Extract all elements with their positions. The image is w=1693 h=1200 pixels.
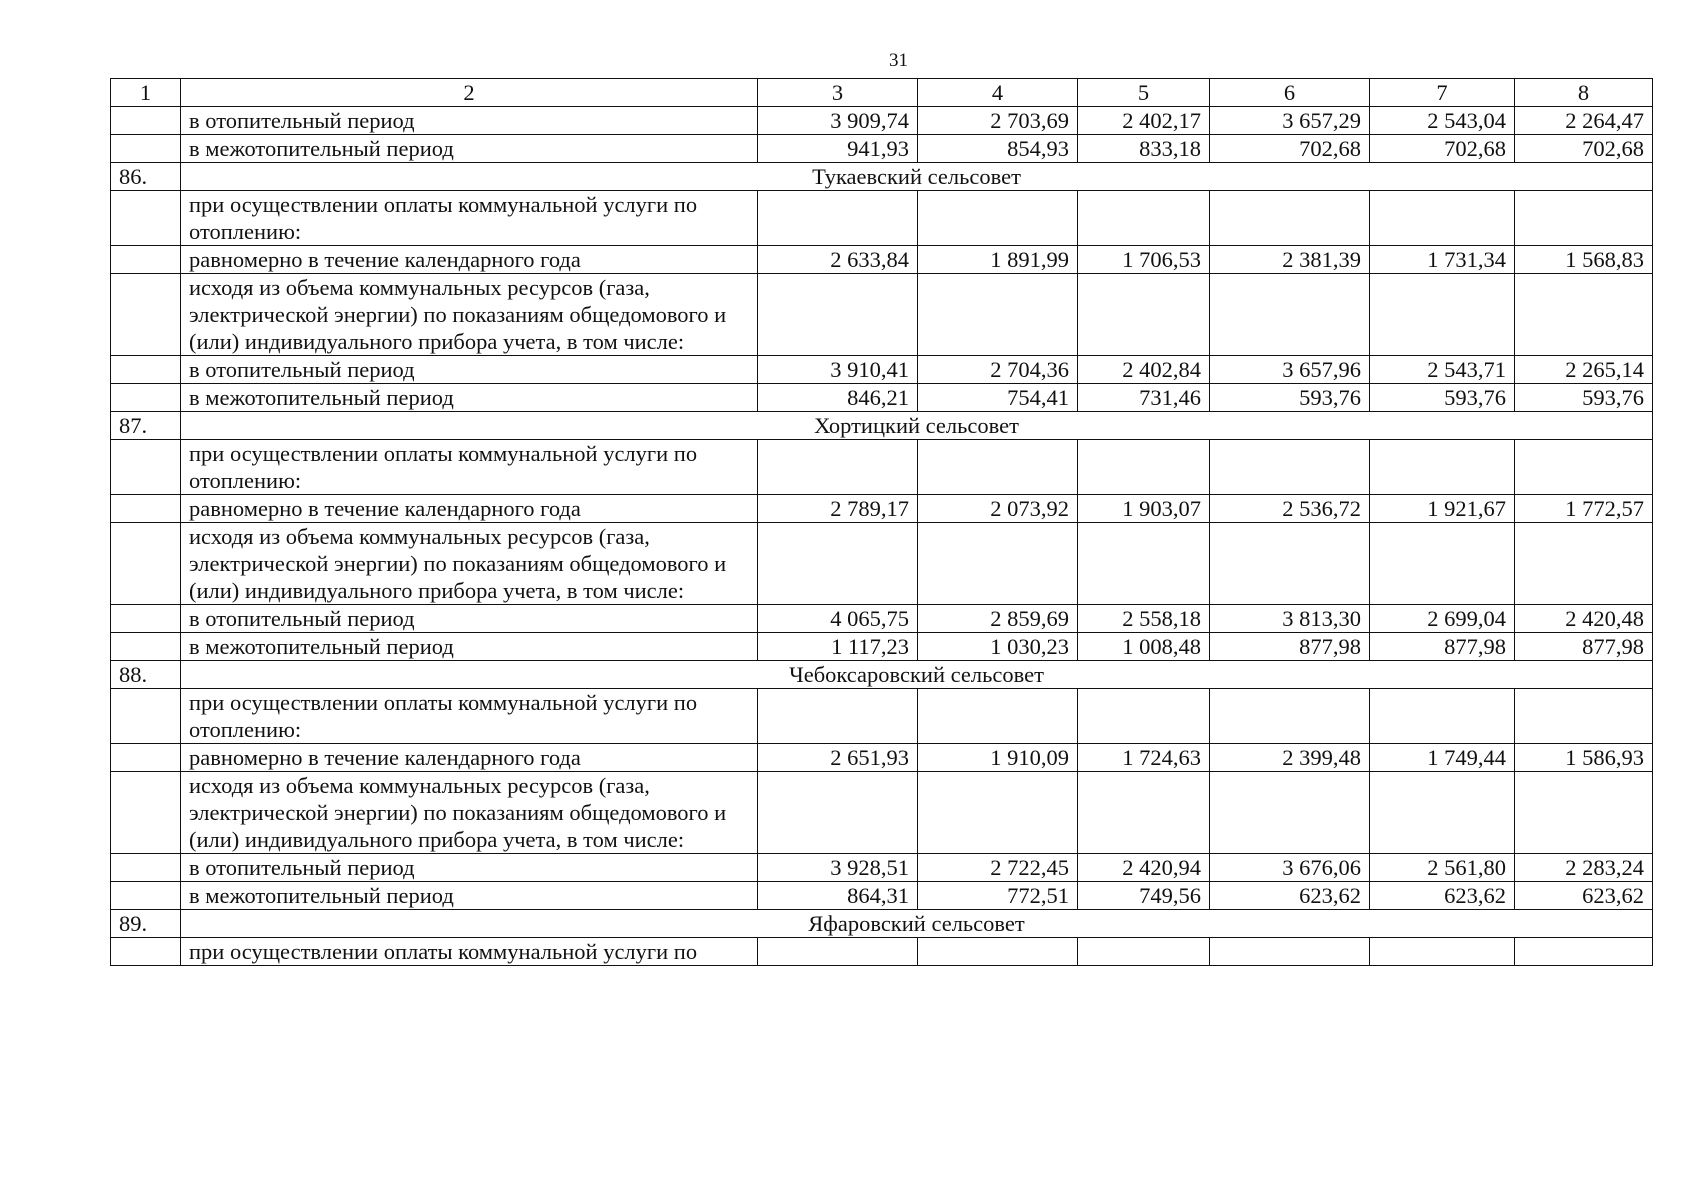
value-cell bbox=[758, 191, 918, 246]
value-cell bbox=[1210, 938, 1370, 966]
value-cell: 623,62 bbox=[1370, 882, 1515, 910]
row-index: 89. bbox=[111, 910, 181, 938]
row-index bbox=[111, 523, 181, 605]
value-cell bbox=[758, 938, 918, 966]
value-cell bbox=[1515, 689, 1653, 744]
row-label: в межотопительный период bbox=[181, 135, 758, 163]
value-cell: 1 731,34 bbox=[1370, 246, 1515, 274]
value-cell bbox=[1078, 772, 1210, 854]
value-cell: 1 772,57 bbox=[1515, 495, 1653, 523]
section-title: Яфаровский сельсовет bbox=[181, 910, 1653, 938]
row-label: равномерно в течение календарного года bbox=[181, 744, 758, 772]
header-row bbox=[111, 79, 1653, 107]
table-body bbox=[111, 79, 1653, 966]
value-cell: 2 561,80 bbox=[1370, 854, 1515, 882]
value-cell: 3 657,29 bbox=[1210, 107, 1370, 135]
section-row bbox=[111, 910, 1653, 938]
column-header: 1 bbox=[111, 79, 181, 107]
value-cell bbox=[758, 689, 918, 744]
row-label: в отопительный период bbox=[181, 356, 758, 384]
row-index bbox=[111, 440, 181, 495]
column-header: 6 bbox=[1210, 79, 1370, 107]
value-cell: 702,68 bbox=[1370, 135, 1515, 163]
table-row bbox=[111, 107, 1653, 135]
value-cell: 1 903,07 bbox=[1078, 495, 1210, 523]
value-cell: 2 536,72 bbox=[1210, 495, 1370, 523]
row-index bbox=[111, 772, 181, 854]
table-row bbox=[111, 246, 1653, 274]
value-cell: 2 859,69 bbox=[918, 605, 1078, 633]
table-row bbox=[111, 744, 1653, 772]
value-cell bbox=[918, 938, 1078, 966]
value-cell: 2 543,04 bbox=[1370, 107, 1515, 135]
table-row bbox=[111, 384, 1653, 412]
table-row bbox=[111, 882, 1653, 910]
value-cell: 593,76 bbox=[1515, 384, 1653, 412]
value-cell bbox=[918, 440, 1078, 495]
row-label: в отопительный период bbox=[181, 605, 758, 633]
value-cell: 2 399,48 bbox=[1210, 744, 1370, 772]
value-cell: 2 704,36 bbox=[918, 356, 1078, 384]
value-cell: 702,68 bbox=[1515, 135, 1653, 163]
value-cell: 2 265,14 bbox=[1515, 356, 1653, 384]
table-row bbox=[111, 605, 1653, 633]
value-cell: 2 722,45 bbox=[918, 854, 1078, 882]
row-label: исходя из объема коммунальных ресурсов (газа, электрической энергии) по показаниям общедомового и (или) индивидуального прибора учета, в том числе: bbox=[181, 523, 758, 605]
value-cell: 2 381,39 bbox=[1210, 246, 1370, 274]
value-cell: 623,62 bbox=[1210, 882, 1370, 910]
value-cell bbox=[1370, 938, 1515, 966]
row-index bbox=[111, 246, 181, 274]
value-cell: 2 264,47 bbox=[1515, 107, 1653, 135]
value-cell: 4 065,75 bbox=[758, 605, 918, 633]
value-cell: 877,98 bbox=[1515, 633, 1653, 661]
value-cell bbox=[758, 523, 918, 605]
row-index bbox=[111, 191, 181, 246]
value-cell: 2 543,71 bbox=[1370, 356, 1515, 384]
value-cell: 1 910,09 bbox=[918, 744, 1078, 772]
value-cell bbox=[1515, 274, 1653, 356]
row-index bbox=[111, 495, 181, 523]
table-row bbox=[111, 191, 1653, 246]
value-cell: 1 891,99 bbox=[918, 246, 1078, 274]
value-cell: 2 402,84 bbox=[1078, 356, 1210, 384]
value-cell bbox=[1078, 191, 1210, 246]
section-row bbox=[111, 163, 1653, 191]
value-cell bbox=[1370, 689, 1515, 744]
value-cell: 833,18 bbox=[1078, 135, 1210, 163]
table-row bbox=[111, 135, 1653, 163]
value-cell: 941,93 bbox=[758, 135, 918, 163]
value-cell: 772,51 bbox=[918, 882, 1078, 910]
value-cell: 2 789,17 bbox=[758, 495, 918, 523]
row-label: в межотопительный период bbox=[181, 633, 758, 661]
value-cell bbox=[1078, 274, 1210, 356]
value-cell bbox=[1078, 689, 1210, 744]
value-cell: 2 651,93 bbox=[758, 744, 918, 772]
value-cell bbox=[1370, 191, 1515, 246]
value-cell bbox=[758, 440, 918, 495]
value-cell bbox=[1210, 440, 1370, 495]
row-label: в отопительный период bbox=[181, 107, 758, 135]
column-header: 2 bbox=[181, 79, 758, 107]
value-cell bbox=[1210, 689, 1370, 744]
row-label: в отопительный период bbox=[181, 854, 758, 882]
value-cell bbox=[918, 689, 1078, 744]
row-label: в межотопительный период bbox=[181, 882, 758, 910]
column-header: 5 bbox=[1078, 79, 1210, 107]
table-row bbox=[111, 523, 1653, 605]
row-label: при осуществлении оплаты коммунальной услуги по отоплению: bbox=[181, 191, 758, 246]
value-cell bbox=[1078, 523, 1210, 605]
table-row bbox=[111, 495, 1653, 523]
value-cell: 1 568,83 bbox=[1515, 246, 1653, 274]
row-label: при осуществлении оплаты коммунальной услуги по отоплению: bbox=[181, 440, 758, 495]
value-cell: 1 921,67 bbox=[1370, 495, 1515, 523]
section-title: Тукаевский сельсовет bbox=[181, 163, 1653, 191]
table-row bbox=[111, 854, 1653, 882]
value-cell: 1 117,23 bbox=[758, 633, 918, 661]
value-cell bbox=[1370, 772, 1515, 854]
value-cell: 1 586,93 bbox=[1515, 744, 1653, 772]
value-cell bbox=[1210, 523, 1370, 605]
value-cell: 3 910,41 bbox=[758, 356, 918, 384]
value-cell: 1 030,23 bbox=[918, 633, 1078, 661]
value-cell bbox=[1370, 274, 1515, 356]
value-cell: 2 402,17 bbox=[1078, 107, 1210, 135]
row-label: исходя из объема коммунальных ресурсов (газа, электрической энергии) по показаниям общедомового и (или) индивидуального прибора учета, в том числе: bbox=[181, 274, 758, 356]
value-cell: 623,62 bbox=[1515, 882, 1653, 910]
value-cell bbox=[1515, 523, 1653, 605]
value-cell: 2 073,92 bbox=[918, 495, 1078, 523]
column-header: 8 bbox=[1515, 79, 1653, 107]
value-cell bbox=[1078, 440, 1210, 495]
row-index bbox=[111, 274, 181, 356]
value-cell bbox=[918, 191, 1078, 246]
value-cell bbox=[758, 274, 918, 356]
value-cell bbox=[1210, 772, 1370, 854]
value-cell: 2 699,04 bbox=[1370, 605, 1515, 633]
value-cell bbox=[1515, 772, 1653, 854]
row-label: исходя из объема коммунальных ресурсов (газа, электрической энергии) по показаниям общедомового и (или) индивидуального прибора учета, в том числе: bbox=[181, 772, 758, 854]
value-cell: 854,93 bbox=[918, 135, 1078, 163]
value-cell: 3 657,96 bbox=[1210, 356, 1370, 384]
row-index bbox=[111, 882, 181, 910]
row-index bbox=[111, 384, 181, 412]
section-title: Чебоксаровский сельсовет bbox=[181, 661, 1653, 689]
table-row bbox=[111, 356, 1653, 384]
value-cell: 877,98 bbox=[1370, 633, 1515, 661]
value-cell: 1 706,53 bbox=[1078, 246, 1210, 274]
value-cell: 877,98 bbox=[1210, 633, 1370, 661]
tariff-table bbox=[110, 78, 1653, 966]
value-cell: 749,56 bbox=[1078, 882, 1210, 910]
table-row bbox=[111, 440, 1653, 495]
value-cell bbox=[1515, 440, 1653, 495]
value-cell: 2 703,69 bbox=[918, 107, 1078, 135]
row-label: при осуществлении оплаты коммунальной услуги по bbox=[181, 938, 758, 966]
row-label: равномерно в течение календарного года bbox=[181, 246, 758, 274]
page-number: 31 bbox=[889, 50, 908, 71]
row-index bbox=[111, 107, 181, 135]
row-index: 86. bbox=[111, 163, 181, 191]
table-row bbox=[111, 772, 1653, 854]
value-cell bbox=[918, 772, 1078, 854]
row-label: в межотопительный период bbox=[181, 384, 758, 412]
value-cell: 3 813,30 bbox=[1210, 605, 1370, 633]
column-header: 4 bbox=[918, 79, 1078, 107]
value-cell bbox=[1210, 274, 1370, 356]
value-cell bbox=[758, 772, 918, 854]
row-index bbox=[111, 633, 181, 661]
row-index: 88. bbox=[111, 661, 181, 689]
value-cell: 593,76 bbox=[1370, 384, 1515, 412]
row-index bbox=[111, 744, 181, 772]
value-cell bbox=[1515, 938, 1653, 966]
value-cell bbox=[1370, 440, 1515, 495]
section-row bbox=[111, 412, 1653, 440]
section-title: Хортицкий сельсовет bbox=[181, 412, 1653, 440]
value-cell bbox=[918, 274, 1078, 356]
row-index bbox=[111, 689, 181, 744]
table-row bbox=[111, 938, 1653, 966]
table-row bbox=[111, 274, 1653, 356]
value-cell: 731,46 bbox=[1078, 384, 1210, 412]
section-row bbox=[111, 661, 1653, 689]
value-cell: 1 749,44 bbox=[1370, 744, 1515, 772]
value-cell bbox=[1078, 938, 1210, 966]
value-cell: 2 420,48 bbox=[1515, 605, 1653, 633]
value-cell: 3 909,74 bbox=[758, 107, 918, 135]
row-label: равномерно в течение календарного года bbox=[181, 495, 758, 523]
row-index bbox=[111, 135, 181, 163]
row-index: 87. bbox=[111, 412, 181, 440]
value-cell: 2 420,94 bbox=[1078, 854, 1210, 882]
table-row bbox=[111, 689, 1653, 744]
row-label: при осуществлении оплаты коммунальной услуги по отоплению: bbox=[181, 689, 758, 744]
value-cell: 3 928,51 bbox=[758, 854, 918, 882]
row-index bbox=[111, 605, 181, 633]
value-cell: 864,31 bbox=[758, 882, 918, 910]
row-index bbox=[111, 356, 181, 384]
row-index bbox=[111, 938, 181, 966]
value-cell: 846,21 bbox=[758, 384, 918, 412]
value-cell: 1 008,48 bbox=[1078, 633, 1210, 661]
value-cell: 2 633,84 bbox=[758, 246, 918, 274]
value-cell: 754,41 bbox=[918, 384, 1078, 412]
value-cell: 3 676,06 bbox=[1210, 854, 1370, 882]
table-row bbox=[111, 633, 1653, 661]
column-header: 3 bbox=[758, 79, 918, 107]
value-cell bbox=[918, 523, 1078, 605]
column-header: 7 bbox=[1370, 79, 1515, 107]
value-cell bbox=[1515, 191, 1653, 246]
value-cell bbox=[1210, 191, 1370, 246]
value-cell: 593,76 bbox=[1210, 384, 1370, 412]
value-cell: 1 724,63 bbox=[1078, 744, 1210, 772]
value-cell: 2 283,24 bbox=[1515, 854, 1653, 882]
value-cell: 2 558,18 bbox=[1078, 605, 1210, 633]
value-cell: 702,68 bbox=[1210, 135, 1370, 163]
value-cell bbox=[1370, 523, 1515, 605]
row-index bbox=[111, 854, 181, 882]
